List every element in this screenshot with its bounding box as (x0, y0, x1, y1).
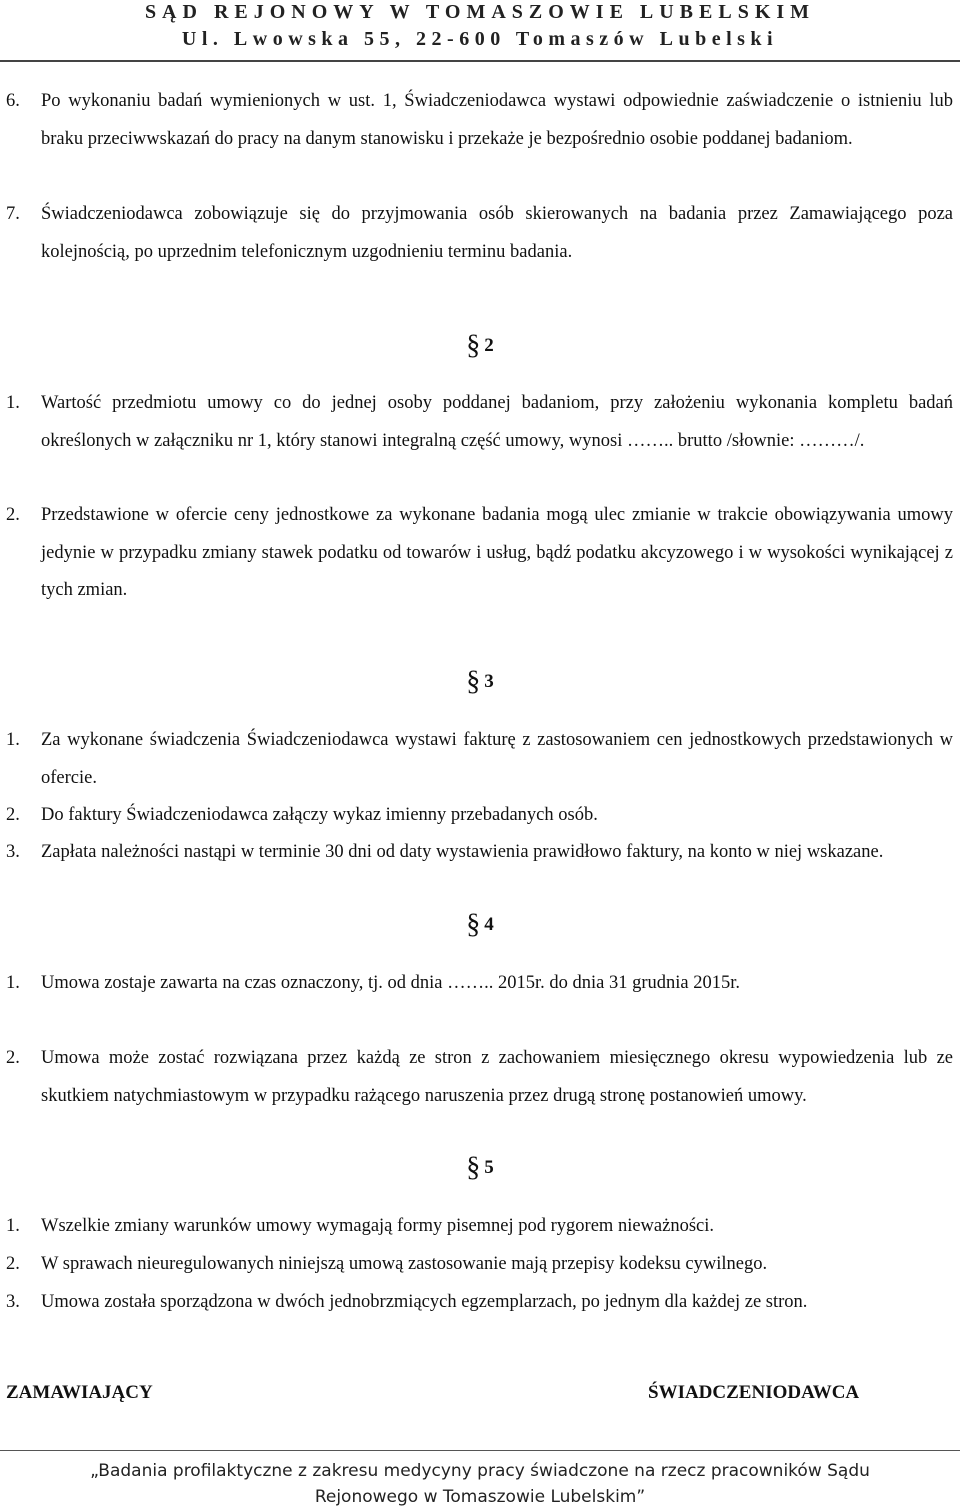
item-text: Wartość przedmiotu umowy co do jednej osoby poddanej badaniom, przy założeniu wykonania kompletu badań określonych w załączniku nr 1, który stanowi integralną część umowy, wynosi …….. brutto /słownie: ………/. (41, 393, 953, 451)
section-symbol: § (466, 909, 481, 940)
section-heading-4 (0, 909, 960, 941)
item-text: Zapłata należności nastąpi w terminie 30 dni od daty wystawienia prawidłowo faktury, na konto w niej wskazane. (41, 842, 884, 862)
paragraph-item (6, 1284, 953, 1322)
item-number: 2. (6, 805, 20, 825)
signature-zamawiajacy: ZAMAWIAJĄCY (6, 1382, 153, 1403)
paragraph-item (6, 497, 953, 610)
paragraph-item (6, 83, 953, 158)
section-number: 5 (484, 1157, 494, 1178)
paragraph-item (6, 1040, 953, 1115)
item-text: Umowa może zostać rozwiązana przez każdą ze stron z zachowaniem miesięcznego okresu wypowiedzenia lub ze skutkiem natychmiastowym w przypadku rażącego naruszenia przez drugą stronę postanowień umowy. (41, 1048, 953, 1106)
document-footer (0, 1458, 960, 1510)
item-number: 1. (6, 730, 20, 750)
item-text: Umowa zostaje zawarta na czas oznaczony, tj. od dnia …….. 2015r. do dnia 31 grudnia 2015r. (41, 973, 741, 993)
section-heading-2 (0, 330, 960, 362)
item-number: 2. (6, 1254, 20, 1274)
section-symbol: § (466, 1152, 481, 1183)
item-number: 1. (6, 973, 20, 993)
paragraph-item (6, 722, 953, 797)
section-symbol: § (466, 666, 481, 697)
paragraph-item (6, 834, 953, 872)
court-name: SĄD REJONOWY W TOMASZOWIE LUBELSKIM (144, 1, 816, 23)
item-text: Za wykonane świadczenia Świadczeniodawca wystawi fakturę z zastosowaniem cen jednostkowych przedstawionych w ofercie. (41, 730, 953, 788)
paragraph-item (6, 1208, 953, 1246)
paragraph-item (6, 1246, 953, 1284)
section-heading-3 (0, 666, 960, 698)
item-text: Świadczeniodawca zobowiązuje się do przyjmowania osób skierowanych na badania przez Zamawiającego poza kolejnością, po uprzednim telefonicznym uzgodnieniu terminu badania. (41, 204, 953, 262)
item-text: Wszelkie zmiany warunków umowy wymagają formy pisemnej pod rygorem nieważności. (41, 1216, 715, 1236)
paragraph-item (6, 965, 953, 1003)
footer-line-2: Rejonowego w Tomaszowie Lubelskim” (314, 1487, 646, 1507)
footer-divider (0, 1450, 960, 1451)
header-divider (0, 60, 960, 62)
section-number: 3 (484, 671, 494, 692)
item-number: 7. (6, 204, 20, 224)
item-text: Po wykonaniu badań wymienionych w ust. 1, Świadczeniodawca wystawi odpowiednie zaświadczenie o istnieniu lub braku przeciwwskazań do pracy na danym stanowisku i przekaże je bezpośrednio osobie poddanej badaniom. (41, 91, 953, 149)
paragraph-item (6, 196, 953, 271)
item-number: 2. (6, 1048, 20, 1068)
item-number: 1. (6, 393, 20, 413)
item-text: W sprawach nieuregulowanych niniejszą umową zastosowanie mają przepisy kodeksu cywilnego. (41, 1254, 768, 1274)
paragraph-item (6, 797, 953, 835)
signature-swiadczeniodawca: ŚWIADCZENIODAWCA (648, 1382, 860, 1403)
section-number: 2 (484, 335, 494, 356)
document-header (0, 0, 960, 62)
item-text: Do faktury Świadczeniodawca załączy wykaz imienny przebadanych osób. (41, 805, 598, 825)
section-number: 4 (484, 914, 494, 935)
item-number: 2. (6, 505, 20, 525)
item-number: 1. (6, 1216, 20, 1236)
item-number: 3. (6, 842, 20, 862)
section-heading-5 (0, 1152, 960, 1184)
court-address: Ul. Lwowska 55, 22-600 Tomaszów Lubelski (181, 28, 779, 50)
footer-line-1: „Badania profilaktyczne z zakresu medycyny pracy świadczone na rzecz pracowników Sądu (90, 1461, 870, 1481)
paragraph-item (6, 385, 953, 460)
item-text: Umowa została sporządzona w dwóch jednobrzmiących egzemplarzach, po jednym dla każdej ze stron. (41, 1292, 808, 1312)
item-number: 3. (6, 1292, 20, 1312)
item-number: 6. (6, 91, 20, 111)
section-symbol: § (466, 330, 481, 361)
item-text: Przedstawione w ofercie ceny jednostkowe za wykonane badania mogą ulec zmianie w trakcie obowiązywania umowy jedynie w przypadku zmiany stawek podatku od towarów i usług, bądź podatku akcyzowego i w wysokości wynikającej z tych zmian. (41, 505, 953, 600)
